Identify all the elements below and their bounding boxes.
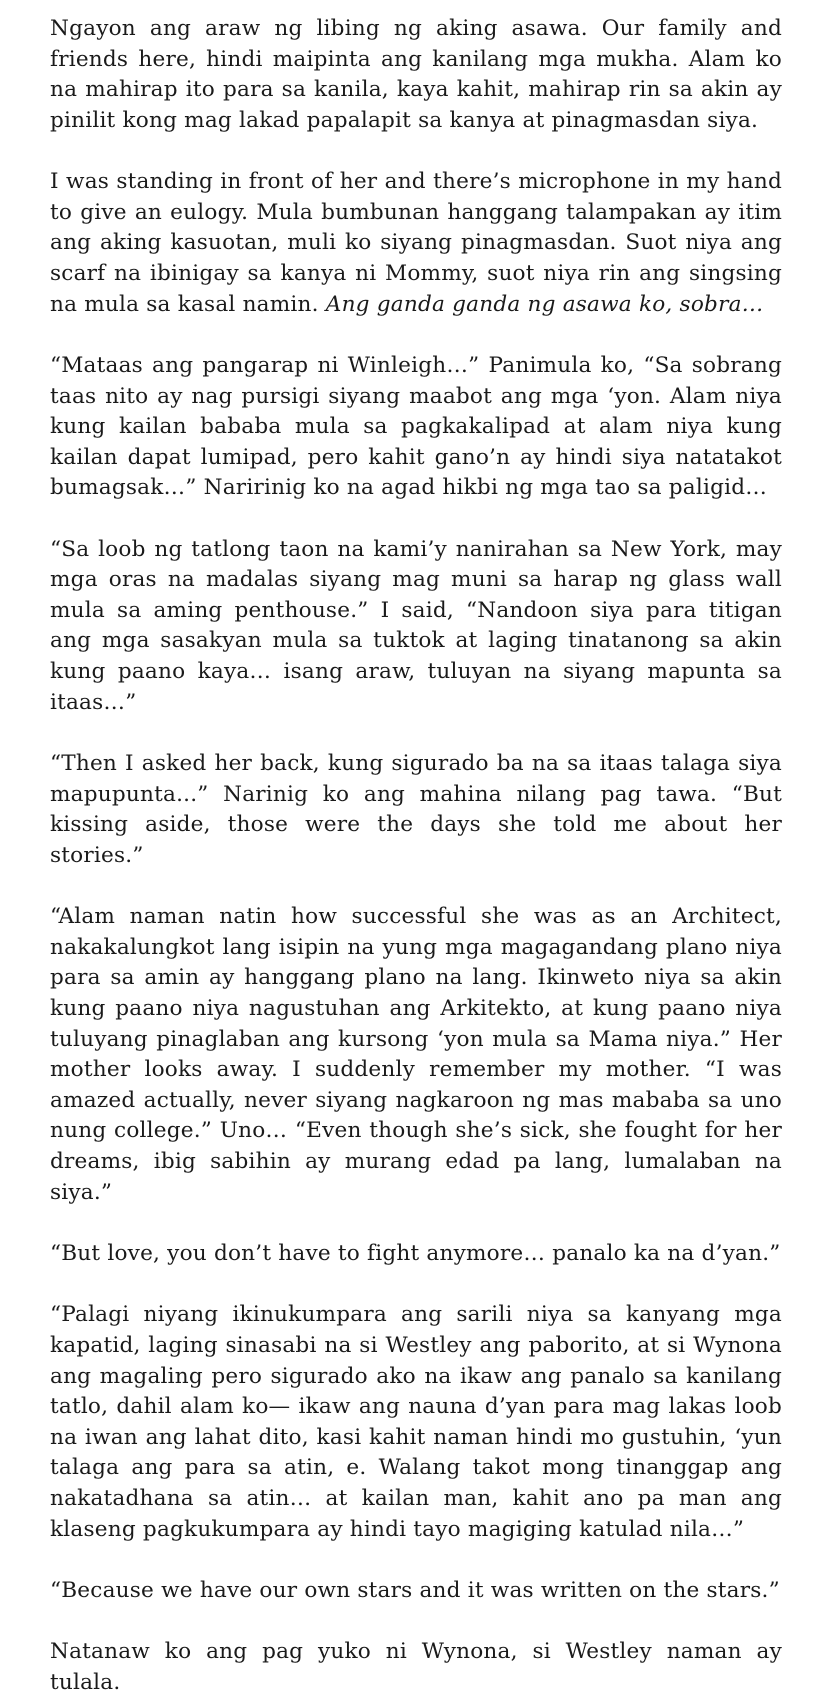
paragraph: Natanaw ko ang pag yuko ni Wynona, si Westley naman ay tulala. <box>50 1639 782 1695</box>
paragraph: “But love, you don’t have to fight anymore… panalo ka na d’yan.” <box>50 1240 781 1266</box>
paragraph <box>50 167 782 320</box>
paragraph: “Palagi niyang ikinukumpara ang sarili niya sa kanyang mga kapatid, laging sinasabi na si Westley ang paborito, at si Wynona ang magaling pero sigurado ako na ikaw ang panalo sa kanilang tatlo, dahil alam ko— ikaw ang nauna d’yan para mag lakas loob na iwan ang lahat dito, kasi kahit naman hindi mo gustuhin, ‘yun talaga ang para sa atin, e. Walang takot mong tinanggap ang nakatadhana sa atin… at kailan man, kahit ano pa man ang klaseng pagkukumpara ay hindi tayo magiging katulad nila…” <box>50 1302 782 1542</box>
paragraph: “Then I asked her back, kung sigurado ba na sa itaas talaga siya mapupunta...” Narinig ko ang mahina nilang pag tawa. “But kissing aside, those were the days she told me about her stories.” <box>50 751 782 868</box>
paragraph: “Alam naman natin how successful she was as an Architect, nakakalungkot lang isipin na yung mga magagandang plano niya para sa amin ay hanggang plano na lang. Ikinweto niya sa akin kung paano niya nagustuhan ang Arkitekto, at kung paano niya tuluyang pinaglaban ang kursong ‘yon mula sa Mama niya.” Her mother looks away. I suddenly remember my mother. “I was amazed actually, never siyang nagkaroon ng mas mababa sa uno nung college.” Uno… “Even though she’s sick, she fought for her dreams, ibig sabihin ay murang edad pa lang, lumalaban na siya.” <box>50 904 782 1205</box>
paragraph: Ngayon ang araw ng libing ng aking asawa. Our family and friends here, hindi maipinta ang kanilang mga mukha. Alam ko na mahirap ito para sa kanila, kaya kahit, mahirap rin sa akin ay pinilit kong mag lakad papalapit sa kanya at pinagmasdan siya. <box>50 16 782 133</box>
paragraph: “Mataas ang pangarap ni Winleigh…” Panimula ko, “Sa sobrang taas nito ay nag pursigi siyang maabot ang mga ‘yon. Alam niya kung kailan bababa mula sa pagkakalipad at alam niya kung kailan dapat lumipad, pero kahit gano’n ay hindi siya natatakot bumagsak…” Naririnig ko na agad hikbi ng mga tao sa paligid… <box>50 352 782 501</box>
paragraph: “Sa loob ng tatlong taon na kami’y nanirahan sa New York, may mga oras na madalas siyang mag muni sa harap ng glass wall mula sa aming penthouse.” I said, “Nandoon siya para titigan ang mga sasakyan mula sa tuktok at laging tinatanong sa akin kung paano kaya… isang araw, tuluyan na siyang mapunta sa itaas…” <box>50 536 782 715</box>
paragraph-text: I was standing in front of her and there’s microphone in my hand to give an eulogy. Mula bumbunan hanggang talampakan ay itim ang aking kasuotan, muli ko siyang pinagmasdan. Suot niya ang scarf na ibinigay sa kanya ni Mommy, suot niya rin ang singsing na mula sa kasal namin. <box>50 169 782 317</box>
paragraph: “Because we have our own stars and it was written on the stars.” <box>50 1577 780 1603</box>
italic-thought: Ang ganda ganda ng asawa ko, sobra… <box>325 291 764 317</box>
